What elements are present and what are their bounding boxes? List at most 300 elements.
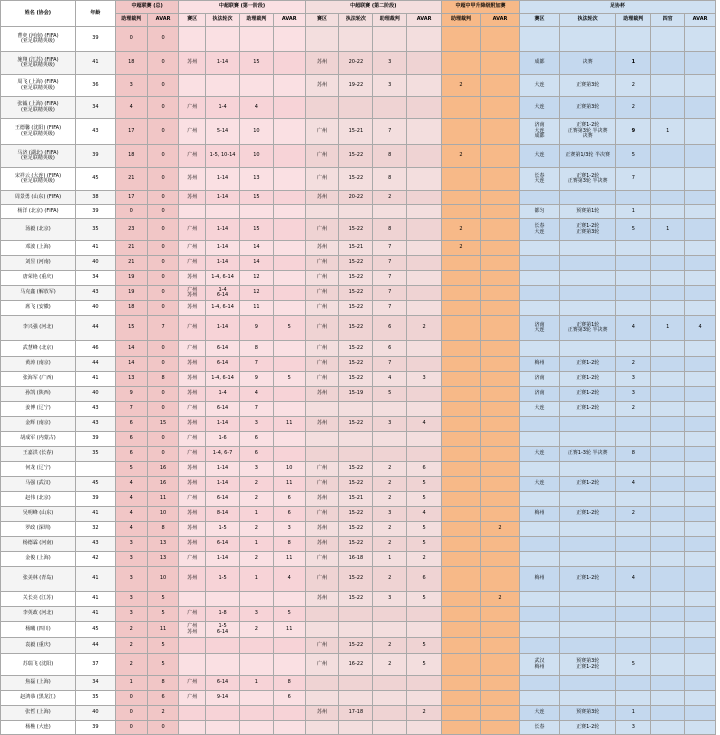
cell-s2-rounds (339, 97, 373, 119)
cell-cup-4th (651, 27, 685, 52)
cell-s2-rounds (339, 205, 373, 219)
cell-s2-venue: 苏州 (305, 706, 339, 721)
cell-s1-rounds: 1-14 (206, 316, 240, 341)
cell-s2-avar (407, 256, 442, 271)
cell-name: 李英政 (河北) (1, 607, 76, 622)
cell-s2-rounds: 15-21 (339, 119, 373, 145)
table-row (1, 191, 716, 205)
cell-cup-avar (685, 97, 716, 119)
cell-s1-venue: 苏州 (179, 301, 206, 316)
cell-total-ar: 6 (115, 417, 147, 432)
cell-s2-rounds (339, 447, 373, 462)
cell-s1-ar: 4 (239, 387, 273, 402)
cell-age: 35 (75, 691, 115, 706)
cell-cup-ar: 4 (616, 567, 651, 592)
cell-name: 马克鑫 (解放军) (1, 286, 76, 301)
cell-age: 38 (75, 191, 115, 205)
cell-s2-rounds: 15-19 (339, 387, 373, 402)
cell-s1-ar: 14 (239, 256, 273, 271)
cell-total-avar: 0 (147, 402, 179, 417)
cell-cup-rounds: 预赛第3轮 正赛1-2轮 (559, 654, 615, 676)
cell-s1-rounds (206, 27, 240, 52)
cell-s1-venue: 广州 (179, 552, 206, 567)
cell-s2-ar: 2 (373, 191, 407, 205)
cell-cup-venue: 梅州 (519, 567, 559, 592)
cell-s2-avar: 5 (407, 592, 442, 607)
cell-cup-avar (685, 52, 716, 75)
cell-po-ar (442, 387, 481, 402)
cell-s2-avar (407, 168, 442, 191)
cell-po-ar (442, 477, 481, 492)
group-csl-stage2: 中超联赛 (第二阶段) (305, 1, 441, 14)
cell-s1-rounds: 1-4 (206, 387, 240, 402)
cell-cup-venue: 大连 (519, 447, 559, 462)
table-row (1, 721, 716, 735)
cell-s2-rounds: 15-22 (339, 477, 373, 492)
cell-total-ar: 19 (115, 271, 147, 286)
cell-s1-ar: 9 (239, 316, 273, 341)
cell-total-ar: 1 (115, 676, 147, 691)
cell-s1-ar: 11 (239, 301, 273, 316)
cell-cup-rounds (559, 286, 615, 301)
table-row (1, 271, 716, 286)
cell-s1-rounds: 1-4, 6-7 (206, 447, 240, 462)
cell-s1-rounds: 1-14 (206, 256, 240, 271)
cell-po-ar (442, 357, 481, 372)
header-cup-rounds: 执法轮次 (559, 14, 615, 27)
cell-name: 张哲 (上海) (1, 706, 76, 721)
cell-s1-avar (273, 387, 305, 402)
cell-cup-avar (685, 592, 716, 607)
cell-cup-avar (685, 191, 716, 205)
cell-s1-avar: 8 (273, 676, 305, 691)
cell-name: 马济 (湖北) (FIFA) (亚足联精英级) (1, 145, 76, 168)
cell-po-avar (480, 286, 519, 301)
cell-cup-avar (685, 492, 716, 507)
cell-s1-venue: 广州 (179, 97, 206, 119)
cell-s2-rounds (339, 691, 373, 706)
table-row (1, 119, 716, 145)
cell-po-ar (442, 341, 481, 357)
cell-s1-ar: 10 (239, 119, 273, 145)
cell-s1-venue (179, 592, 206, 607)
cell-s2-venue: 广州 (305, 357, 339, 372)
cell-cup-4th (651, 721, 685, 735)
table-body (1, 27, 716, 735)
cell-cup-avar (685, 372, 716, 387)
cell-name: 关长亮 (江苏) (1, 592, 76, 607)
table-row (1, 522, 716, 537)
cell-s1-avar (273, 205, 305, 219)
cell-s2-rounds: 20-22 (339, 191, 373, 205)
cell-s2-venue: 广州 (305, 372, 339, 387)
cell-s2-ar (373, 205, 407, 219)
cell-cup-4th (651, 462, 685, 477)
cell-s2-avar (407, 691, 442, 706)
cell-s1-rounds: 1-14 (206, 552, 240, 567)
table-row (1, 75, 716, 97)
cell-cup-4th (651, 205, 685, 219)
cell-s1-rounds: 6-14 (206, 402, 240, 417)
cell-s1-avar (273, 97, 305, 119)
cell-s1-avar (273, 75, 305, 97)
cell-total-ar: 6 (115, 447, 147, 462)
cell-name: 黄涛 (南京) (1, 357, 76, 372)
cell-s1-ar: 1 (239, 507, 273, 522)
table-row (1, 552, 716, 567)
cell-s2-avar (407, 97, 442, 119)
cell-name: 苏瑞飞 (沈阳) (1, 654, 76, 676)
header-po-avar: AVAR (480, 14, 519, 27)
cell-po-avar (480, 205, 519, 219)
cell-name: 马强 (武汉) (1, 477, 76, 492)
cell-s2-rounds (339, 676, 373, 691)
cell-cup-ar: 4 (616, 477, 651, 492)
cell-cup-venue: 都匀 (519, 205, 559, 219)
cell-po-ar (442, 432, 481, 447)
cell-cup-rounds (559, 301, 615, 316)
header-total-ar: 助理裁判 (115, 14, 147, 27)
cell-s1-rounds (206, 638, 240, 654)
cell-age: 43 (75, 286, 115, 301)
cell-po-avar (480, 97, 519, 119)
cell-cup-4th (651, 691, 685, 706)
table-row (1, 492, 716, 507)
cell-po-ar (442, 567, 481, 592)
cell-total-avar: 16 (147, 477, 179, 492)
cell-s2-ar: 7 (373, 256, 407, 271)
cell-po-avar (480, 75, 519, 97)
cell-name: 王德馨 (沈阳) (FIFA) (亚足联精英级) (1, 119, 76, 145)
cell-po-ar (442, 191, 481, 205)
cell-s1-rounds (206, 706, 240, 721)
cell-s2-ar: 8 (373, 145, 407, 168)
cell-po-ar (442, 622, 481, 638)
cell-s2-venue (305, 721, 339, 735)
cell-cup-avar (685, 721, 716, 735)
cell-total-avar: 0 (147, 52, 179, 75)
header-cup-avar: AVAR (685, 14, 716, 27)
cell-s2-venue: 广州 (305, 145, 339, 168)
cell-cup-4th (651, 145, 685, 168)
cell-s2-avar: 5 (407, 638, 442, 654)
cell-s2-ar (373, 691, 407, 706)
cell-total-ar: 15 (115, 316, 147, 341)
cell-s2-venue (305, 607, 339, 622)
cell-age: 39 (75, 492, 115, 507)
cell-s1-avar (273, 706, 305, 721)
cell-cup-rounds (559, 191, 615, 205)
cell-total-ar: 3 (115, 552, 147, 567)
cell-s2-avar (407, 607, 442, 622)
cell-total-ar: 3 (115, 592, 147, 607)
cell-cup-ar (616, 537, 651, 552)
cell-total-avar: 0 (147, 219, 179, 241)
cell-s1-ar (239, 27, 273, 52)
cell-cup-4th (651, 592, 685, 607)
table-row (1, 402, 716, 417)
cell-s1-rounds: 1-5 (206, 522, 240, 537)
cell-po-ar (442, 537, 481, 552)
cell-s2-ar: 6 (373, 316, 407, 341)
cell-po-avar (480, 145, 519, 168)
cell-cup-ar (616, 691, 651, 706)
table-row (1, 256, 716, 271)
cell-age: 39 (75, 721, 115, 735)
cell-po-ar (442, 462, 481, 477)
cell-name: 姜博 (辽宁) (1, 402, 76, 417)
cell-name: 吴明峰 (山东) (1, 507, 76, 522)
cell-cup-4th (651, 271, 685, 286)
cell-s1-venue: 苏州 (179, 168, 206, 191)
cell-cup-venue (519, 592, 559, 607)
cell-name: 李兴强 (河北) (1, 316, 76, 341)
cell-s1-venue: 广州 (179, 432, 206, 447)
cell-cup-rounds (559, 417, 615, 432)
cell-total-avar: 5 (147, 654, 179, 676)
cell-cup-avar (685, 462, 716, 477)
cell-s2-rounds: 15-21 (339, 241, 373, 256)
cell-s2-rounds: 15-22 (339, 286, 373, 301)
cell-s1-venue: 苏州 (179, 567, 206, 592)
header-name: 姓名 (协会) (1, 1, 76, 27)
cell-s1-rounds: 1-4 6-14 (206, 286, 240, 301)
cell-s1-rounds: 6-14 (206, 341, 240, 357)
cell-s1-ar: 15 (239, 191, 273, 205)
cell-s1-rounds: 1-14 (206, 168, 240, 191)
cell-cup-avar (685, 417, 716, 432)
cell-total-avar: 5 (147, 638, 179, 654)
cell-total-ar: 3 (115, 75, 147, 97)
cell-total-avar: 11 (147, 622, 179, 638)
cell-s1-avar: 5 (273, 607, 305, 622)
cell-s2-ar: 4 (373, 372, 407, 387)
cell-po-ar (442, 316, 481, 341)
cell-s2-avar (407, 622, 442, 638)
cell-s2-venue (305, 432, 339, 447)
cell-name: 周景勇 (山东) (FIFA) (1, 191, 76, 205)
table-row (1, 27, 716, 52)
table-row (1, 301, 716, 316)
cell-po-avar (480, 241, 519, 256)
cell-s1-avar (273, 432, 305, 447)
table-row (1, 622, 716, 638)
cell-s1-avar (273, 145, 305, 168)
cell-s2-avar: 5 (407, 477, 442, 492)
cell-total-ar: 21 (115, 168, 147, 191)
cell-cup-ar: 2 (616, 97, 651, 119)
cell-cup-rounds: 正赛1-2轮 正赛第3轮 (559, 219, 615, 241)
cell-total-ar: 0 (115, 205, 147, 219)
cell-s1-avar: 5 (273, 372, 305, 387)
cell-cup-rounds (559, 271, 615, 286)
cell-s1-venue: 广州 (179, 241, 206, 256)
cell-total-ar: 2 (115, 622, 147, 638)
table-row (1, 638, 716, 654)
cell-total-avar: 0 (147, 168, 179, 191)
cell-total-ar: 4 (115, 507, 147, 522)
cell-cup-avar (685, 567, 716, 592)
cell-s2-ar: 7 (373, 286, 407, 301)
cell-name: 胡成军 (内蒙古) (1, 432, 76, 447)
cell-cup-ar (616, 592, 651, 607)
cell-s2-rounds (339, 622, 373, 638)
cell-po-ar (442, 592, 481, 607)
cell-s2-ar (373, 97, 407, 119)
cell-s1-venue: 苏州 (179, 372, 206, 387)
cell-name: 赵伟 (北京) (1, 492, 76, 507)
cell-total-ar: 5 (115, 462, 147, 477)
cell-s1-venue: 苏州 (179, 507, 206, 522)
cell-cup-avar (685, 205, 716, 219)
cell-s2-avar (407, 119, 442, 145)
cell-s2-venue: 广州 (305, 567, 339, 592)
cell-s2-venue: 苏州 (305, 537, 339, 552)
cell-s1-rounds (206, 205, 240, 219)
cell-po-avar (480, 119, 519, 145)
cell-po-ar (442, 168, 481, 191)
cell-name: 武慧峰 (北京) (1, 341, 76, 357)
cell-po-avar (480, 52, 519, 75)
cell-po-ar (442, 271, 481, 286)
cell-cup-ar (616, 552, 651, 567)
cell-total-ar: 7 (115, 402, 147, 417)
cell-s1-ar (239, 205, 273, 219)
cell-name: 邓波 (上海) (1, 241, 76, 256)
cell-s1-avar: 6 (273, 492, 305, 507)
table-row (1, 316, 716, 341)
cell-s2-venue: 广州 (305, 316, 339, 341)
cell-s2-venue: 苏州 (305, 417, 339, 432)
cell-total-avar: 0 (147, 205, 179, 219)
cell-name: 罗政 (深圳) (1, 522, 76, 537)
cell-name: 宋祥云 (大连) (FIFA) (亚足联精英级) (1, 168, 76, 191)
cell-s1-ar: 3 (239, 462, 273, 477)
cell-cup-4th (651, 552, 685, 567)
cell-name: 周飞 (上海) (FIFA) (亚足联精英级) (1, 75, 76, 97)
table-row (1, 477, 716, 492)
cell-s1-rounds: 1-8 (206, 607, 240, 622)
cell-s1-rounds (206, 721, 240, 735)
cell-age (75, 462, 115, 477)
cell-total-avar: 15 (147, 417, 179, 432)
cell-s1-rounds: 1-6 (206, 432, 240, 447)
cell-s2-avar (407, 341, 442, 357)
cell-po-avar (480, 372, 519, 387)
cell-s1-ar: 2 (239, 622, 273, 638)
cell-s2-venue: 苏州 (305, 387, 339, 402)
cell-total-avar: 0 (147, 387, 179, 402)
cell-s2-ar: 7 (373, 119, 407, 145)
cell-cup-4th (651, 75, 685, 97)
cell-cup-ar (616, 607, 651, 622)
cell-cup-rounds: 正赛1-2轮 (559, 567, 615, 592)
cell-cup-avar (685, 241, 716, 256)
cell-s2-venue (305, 402, 339, 417)
cell-s2-rounds: 15-22 (339, 417, 373, 432)
cell-total-ar: 6 (115, 432, 147, 447)
cell-po-avar (480, 676, 519, 691)
cell-age: 41 (75, 52, 115, 75)
cell-cup-venue (519, 622, 559, 638)
cell-s2-rounds: 15-22 (339, 256, 373, 271)
cell-age: 45 (75, 622, 115, 638)
cell-po-ar (442, 97, 481, 119)
cell-cup-avar (685, 341, 716, 357)
cell-cup-rounds: 正赛第1/3轮 半决赛 (559, 145, 615, 168)
cell-cup-venue: 长春 大连 (519, 219, 559, 241)
cell-age: 40 (75, 706, 115, 721)
cell-po-ar (442, 654, 481, 676)
cell-s2-venue: 苏州 (305, 75, 339, 97)
cell-s1-rounds (206, 592, 240, 607)
cell-total-avar: 0 (147, 357, 179, 372)
cell-s2-avar: 5 (407, 654, 442, 676)
cell-s1-rounds: 1-5 6-14 (206, 622, 240, 638)
cell-total-ar: 2 (115, 638, 147, 654)
cell-cup-venue: 长春 (519, 721, 559, 735)
cell-cup-ar: 3 (616, 387, 651, 402)
cell-name: 张铖 (上海) (FIFA) (亚足联精英级) (1, 97, 76, 119)
cell-total-avar: 0 (147, 341, 179, 357)
cell-s1-ar (239, 638, 273, 654)
table-row (1, 168, 716, 191)
cell-cup-avar (685, 477, 716, 492)
cell-s2-rounds: 15-22 (339, 219, 373, 241)
cell-s2-ar: 6 (373, 341, 407, 357)
cell-s2-rounds: 15-22 (339, 341, 373, 357)
cell-cup-avar (685, 706, 716, 721)
cell-cup-4th (651, 387, 685, 402)
cell-cup-ar (616, 638, 651, 654)
cell-total-avar: 8 (147, 522, 179, 537)
cell-age: 34 (75, 676, 115, 691)
cell-cup-venue: 济南 (519, 372, 559, 387)
cell-cup-avar (685, 27, 716, 52)
cell-s2-avar (407, 145, 442, 168)
cell-s1-venue (179, 721, 206, 735)
cell-cup-ar (616, 522, 651, 537)
cell-s2-avar (407, 432, 442, 447)
cell-cup-4th (651, 241, 685, 256)
cell-age: 44 (75, 638, 115, 654)
cell-po-ar (442, 607, 481, 622)
cell-s2-avar: 4 (407, 417, 442, 432)
cell-cup-4th (651, 372, 685, 387)
cell-s1-avar: 6 (273, 691, 305, 706)
cell-s2-ar: 7 (373, 357, 407, 372)
cell-s1-ar: 1 (239, 676, 273, 691)
cell-s2-venue: 广州 (305, 271, 339, 286)
cell-s2-venue: 苏州 (305, 52, 339, 75)
cell-cup-ar (616, 241, 651, 256)
cell-cup-ar: 3 (616, 721, 651, 735)
cell-cup-4th (651, 402, 685, 417)
table-row (1, 537, 716, 552)
cell-s1-venue: 广州 (179, 402, 206, 417)
cell-po-avar: 2 (480, 592, 519, 607)
cell-s1-rounds: 6-14 (206, 492, 240, 507)
cell-cup-4th (651, 357, 685, 372)
cell-s2-venue: 广州 (305, 462, 339, 477)
cell-s1-avar (273, 241, 305, 256)
cell-total-ar: 0 (115, 27, 147, 52)
cell-age: 40 (75, 301, 115, 316)
cell-total-avar: 13 (147, 537, 179, 552)
cell-s2-ar (373, 622, 407, 638)
cell-s2-rounds: 15-22 (339, 357, 373, 372)
cell-s2-venue: 苏州 (305, 492, 339, 507)
